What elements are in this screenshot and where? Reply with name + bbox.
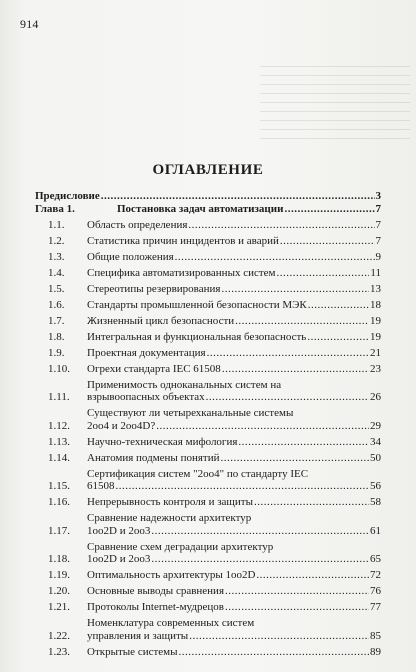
toc-entry-number: 1.1. bbox=[48, 218, 65, 231]
toc-entry-title-line2: 61508 bbox=[87, 480, 115, 492]
dot-leader bbox=[225, 585, 369, 598]
dot-leader bbox=[307, 331, 369, 344]
toc-entry-page: 23 bbox=[370, 362, 381, 375]
toc-entry-title: Область определения bbox=[87, 218, 188, 231]
toc-entry-number: 1.6. bbox=[48, 298, 65, 311]
bleed-through-text bbox=[260, 58, 410, 148]
toc-entry-title: Непрерывность контроля и защиты bbox=[87, 496, 253, 508]
toc-entry-page: 50 bbox=[370, 451, 381, 464]
toc-entry-number: 1.12. bbox=[48, 419, 70, 432]
toc-entry-page: 7 bbox=[375, 202, 381, 215]
toc-entry-title: Огрехи стандарта IEC 61508 bbox=[87, 362, 221, 375]
toc-entry-number: 1.22. bbox=[48, 629, 70, 642]
dot-leader bbox=[206, 391, 369, 404]
toc-entry bbox=[35, 363, 381, 376]
dot-leader bbox=[151, 553, 369, 566]
toc-entry-title: Открытые системы bbox=[87, 645, 178, 658]
toc-entry bbox=[35, 219, 381, 232]
toc-entry-page: 85 bbox=[370, 629, 381, 642]
toc-entry-page: 65 bbox=[370, 553, 381, 565]
dot-leader bbox=[222, 363, 369, 376]
toc-entry bbox=[35, 496, 381, 509]
dot-leader bbox=[179, 646, 369, 659]
toc-entry-number: 1.14. bbox=[48, 451, 70, 464]
toc-entry-number: 1.21. bbox=[48, 601, 70, 613]
dot-leader bbox=[101, 190, 375, 203]
toc-entry-title: Интегральная и функциональная безопасность bbox=[87, 330, 307, 343]
toc-entry-title: Научно-техническая мифология bbox=[87, 435, 238, 448]
toc-entry-number: 1.17. bbox=[48, 524, 70, 537]
toc-entry-page: 89 bbox=[370, 645, 381, 658]
toc-entry-title-line1: Применимость одноканальных систем на bbox=[87, 378, 282, 391]
toc-entry-title-line1: Номенклатура современных систем bbox=[87, 617, 255, 629]
toc-entry bbox=[35, 407, 381, 432]
toc-entry-page: 19 bbox=[370, 330, 381, 343]
toc-entry-page: 29 bbox=[370, 419, 381, 432]
dot-leader bbox=[277, 267, 370, 280]
toc-entry-page: 18 bbox=[370, 298, 381, 311]
toc-entry-page: 9 bbox=[375, 250, 381, 263]
toc-entry-number: 1.15. bbox=[48, 480, 70, 492]
toc-entry-title-line1: Сравнение надежности архитектур bbox=[87, 512, 252, 524]
toc-entry-number: Глава 1. bbox=[35, 202, 75, 215]
toc-entry-title: Общие положения bbox=[87, 250, 174, 263]
toc-entry-number: 1.18. bbox=[48, 553, 70, 565]
toc-entry-title-line2: взрывоопасных объектах bbox=[87, 391, 205, 403]
dot-leader bbox=[156, 420, 369, 433]
toc-entry-number: 1.7. bbox=[48, 314, 65, 327]
toc-entry-page: 77 bbox=[370, 601, 381, 613]
toc-entry-title: Предисловие bbox=[35, 190, 100, 202]
toc-entry-title-line1: Сравнение схем деградации архитектур bbox=[87, 540, 274, 553]
toc-entry-page: 3 bbox=[375, 190, 381, 202]
toc-entry-title: Проектная документация bbox=[87, 346, 206, 359]
toc-entry bbox=[35, 203, 381, 216]
toc-entry-page: 7 bbox=[375, 218, 381, 231]
toc-entry-title: Жизненный цикл безопасности bbox=[87, 314, 235, 327]
toc-entry-title-line2: 1oo2D и 2oo3 bbox=[87, 553, 151, 565]
toc-entry-page: 72 bbox=[370, 569, 381, 581]
toc-entry-title-line1: Сертификация систем "2oo4" по стандарту IEC bbox=[87, 467, 309, 480]
toc-entry bbox=[35, 541, 381, 566]
toc-entry-number: 1.5. bbox=[48, 282, 65, 295]
toc-entry bbox=[35, 235, 381, 248]
toc-entry bbox=[35, 267, 381, 280]
table-of-contents bbox=[35, 190, 381, 658]
toc-entry bbox=[35, 299, 381, 312]
toc-entry-number: 1.11. bbox=[48, 391, 70, 403]
toc-entry-title-line2: 2oo4 и 2oo4D? bbox=[87, 419, 156, 432]
toc-entry-number: 1.16. bbox=[48, 496, 70, 508]
dot-leader bbox=[151, 525, 369, 538]
toc-entry bbox=[35, 617, 381, 642]
toc-entry-title: Стандарты промышленной безопасности МЭК bbox=[87, 298, 307, 311]
toc-entry-title: Постановка задач автоматизации bbox=[117, 202, 284, 215]
toc-entry-title: Оптимальность архитектуры 1oo2D bbox=[87, 569, 256, 581]
toc-entry-page: 7 bbox=[375, 234, 381, 247]
toc-entry bbox=[35, 512, 381, 537]
dot-leader bbox=[116, 480, 370, 493]
toc-entry-title: Статистика причин инцидентов и аварий bbox=[87, 234, 279, 247]
toc-entry-title: Протоколы Internet-мудрецов bbox=[87, 601, 224, 613]
toc-entry bbox=[35, 283, 381, 296]
toc-entry-page: 19 bbox=[370, 314, 381, 327]
toc-entry-number: 1.13. bbox=[48, 435, 70, 448]
toc-entry bbox=[35, 436, 381, 449]
toc-entry bbox=[35, 315, 381, 328]
toc-entry-title: Анатомия подмены понятий bbox=[87, 451, 220, 464]
dot-leader bbox=[207, 347, 369, 360]
toc-entry-number: 1.10. bbox=[48, 362, 70, 375]
toc-entry bbox=[35, 585, 381, 598]
dot-leader bbox=[225, 601, 369, 614]
toc-entry-number: 1.8. bbox=[48, 330, 65, 343]
toc-entry-page: 11 bbox=[370, 266, 381, 279]
dot-leader bbox=[175, 251, 375, 264]
dot-leader bbox=[235, 315, 369, 328]
toc-entry-number: 1.20. bbox=[48, 585, 70, 597]
toc-entry-page: 21 bbox=[370, 346, 381, 359]
toc-entry-page: 56 bbox=[370, 480, 381, 492]
toc-entry-page: 58 bbox=[370, 496, 381, 508]
dot-leader bbox=[189, 630, 369, 643]
toc-entry bbox=[35, 646, 381, 659]
dot-leader bbox=[188, 219, 374, 232]
toc-entry bbox=[35, 331, 381, 344]
toc-entry-page: 26 bbox=[370, 391, 381, 403]
dot-leader bbox=[238, 436, 369, 449]
toc-entry-number: 1.2. bbox=[48, 234, 65, 247]
toc-entry bbox=[35, 379, 381, 404]
toc-entry-title: Специфика автоматизированных систем bbox=[87, 266, 276, 279]
toc-entry-number: 1.23. bbox=[48, 645, 70, 658]
toc-entry bbox=[35, 452, 381, 465]
toc-entry bbox=[35, 468, 381, 493]
toc-entry-title-line2: управления и защиты bbox=[87, 629, 189, 642]
dot-leader bbox=[308, 299, 369, 312]
dot-leader bbox=[221, 452, 370, 465]
dot-leader bbox=[256, 569, 369, 582]
dot-leader bbox=[280, 235, 375, 248]
toc-entry-page: 61 bbox=[370, 524, 381, 537]
toc-entry-page: 34 bbox=[370, 435, 381, 448]
toc-entry-number: 1.3. bbox=[48, 250, 65, 263]
toc-entry bbox=[35, 251, 381, 264]
toc-entry bbox=[35, 347, 381, 360]
dot-leader bbox=[221, 283, 369, 296]
toc-entry-number: 1.19. bbox=[48, 569, 70, 581]
dot-leader bbox=[284, 203, 374, 216]
page-number: 914 bbox=[20, 17, 39, 31]
toc-entry bbox=[35, 569, 381, 582]
toc-entry bbox=[35, 601, 381, 614]
dot-leader bbox=[254, 496, 369, 509]
toc-entry-number: 1.9. bbox=[48, 346, 65, 359]
toc-entry-title-line2: 1oo2D и 2oo3 bbox=[87, 524, 151, 537]
toc-entry-title: Стереотипы резервирования bbox=[87, 282, 221, 295]
toc-entry-title: Основные выводы сравнения bbox=[87, 585, 225, 597]
toc-heading: ОГЛАВЛЕНИЕ bbox=[152, 162, 264, 178]
toc-entry-number: 1.4. bbox=[48, 266, 65, 279]
toc-entry bbox=[35, 190, 381, 203]
toc-entry-page: 13 bbox=[370, 282, 381, 295]
toc-entry-page: 76 bbox=[370, 585, 381, 597]
toc-entry-title-line1: Существуют ли четырехканальные системы bbox=[87, 407, 294, 419]
